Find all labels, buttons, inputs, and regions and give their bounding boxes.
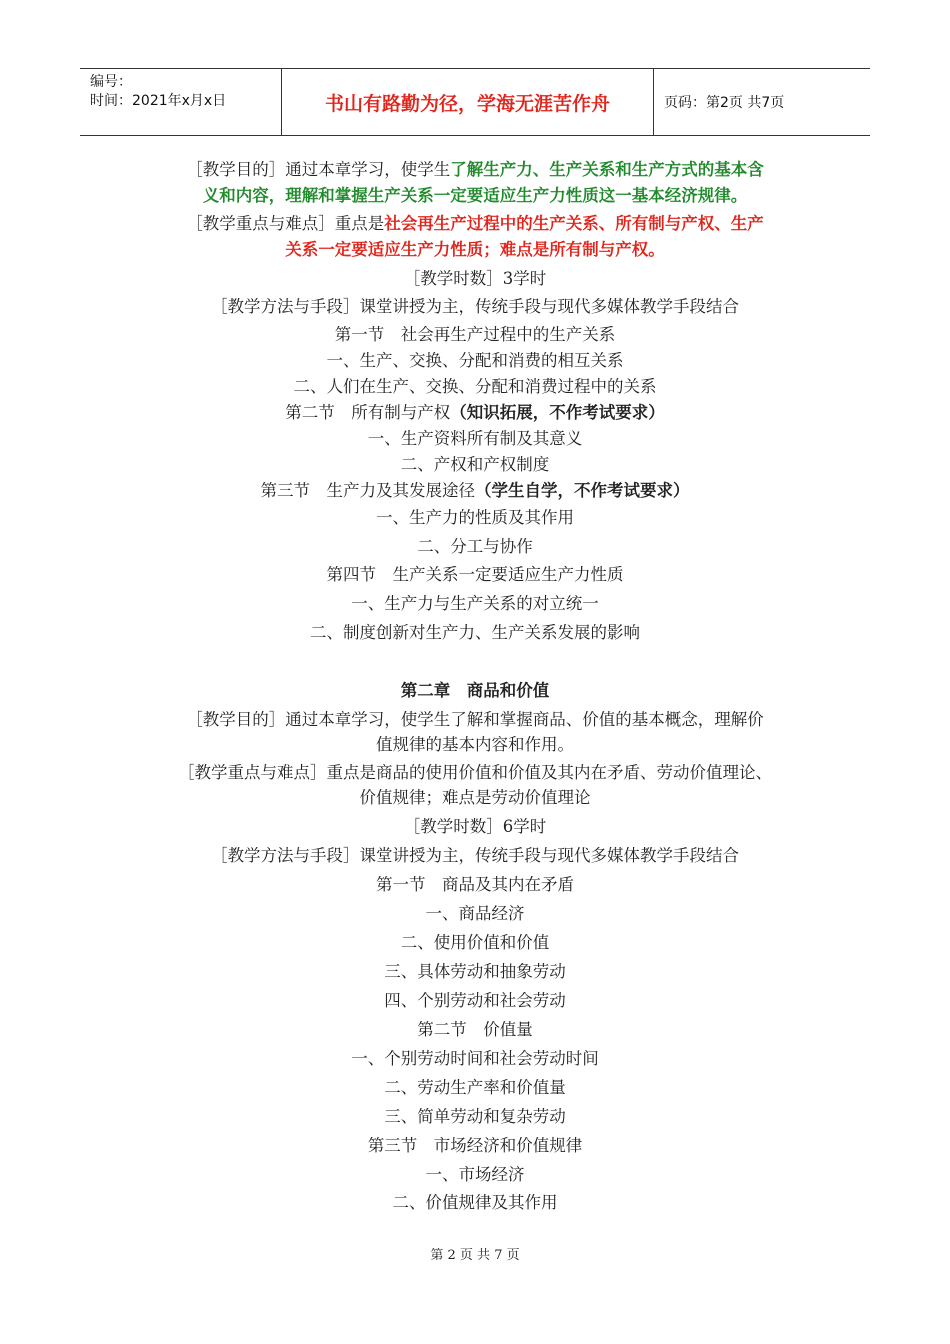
ch1-section-2-title: 第二节 所有制与产权: [285, 403, 451, 422]
ch2-section-1-item-3: 三、具体劳动和抽象劳动: [384, 962, 566, 981]
ch1-focus-highlight-2: 关系一定要适应生产力性质；难点是所有制与产权。: [285, 240, 665, 259]
ch2-method: ［教学方法与手段］课堂讲授为主，传统手段与现代多媒体教学手段结合: [211, 846, 739, 865]
ch1-section-1-item-1: 一、生产、交换、分配和消费的相互关系: [326, 351, 624, 370]
ch1-section-2-note: （知识拓展，不作考试要求）: [450, 403, 665, 422]
ch1-section-3-item-2: 二、分工与协作: [417, 537, 533, 556]
page-footer: 第 2 页 共 7 页: [430, 1248, 520, 1263]
ch1-focus-highlight-1: 社会再生产过程中的生产关系、所有制与产权、生产: [384, 214, 764, 233]
ch2-focus-line-2: 价值规律；难点是劳动价值理论: [359, 788, 591, 807]
ch1-section-1-title: 第一节 社会再生产过程中的生产关系: [334, 325, 616, 344]
header-motto: 书山有路勤为径，学海无涯苦作舟: [282, 69, 654, 135]
ch1-section-3-title-line: [0, 479, 950, 503]
ch2-section-2-item-1: 一、个别劳动时间和社会劳动时间: [351, 1049, 599, 1068]
ch2-section-1-title: 第一节 商品及其内在矛盾: [376, 875, 574, 894]
ch1-purpose-highlight-2: 义和内容，理解和掌握生产关系一定要适应生产力性质这一基本经济规律。: [202, 186, 748, 205]
ch1-section-2-item-2: 二、产权和产权制度: [400, 455, 550, 474]
number-label: 编号：: [90, 74, 132, 90]
page-header: [80, 68, 870, 136]
ch1-section-2-item-1: 一、生产资料所有制及其意义: [367, 429, 583, 448]
ch1-purpose-highlight-1: 了解生产力、生产关系和生产方式的基本含: [450, 160, 764, 179]
header-meta: [80, 69, 282, 135]
ch2-section-2-item-3: 三、简单劳动和复杂劳动: [384, 1107, 566, 1126]
ch1-section-3-note: （学生自学，不作考试要求）: [475, 481, 690, 500]
ch2-focus-line-1: ［教学重点与难点］重点是商品的使用价值和价值及其内在矛盾、劳动价值理论、: [178, 763, 772, 782]
ch2-hours: ［教学时数］6学时: [403, 817, 547, 836]
ch1-section-1-item-2: 二、人们在生产、交换、分配和消费过程中的关系: [293, 377, 657, 396]
header-page-label: 页码：第2页 共7页: [664, 95, 785, 111]
ch2-section-3-title: 第三节 市场经济和价值规律: [367, 1136, 583, 1155]
ch2-section-2-title: 第二节 价值量: [417, 1020, 533, 1039]
ch2-section-1-item-4: 四、个别劳动和社会劳动: [384, 991, 566, 1010]
time-label: 时间：2021年x月x日: [90, 93, 227, 109]
ch1-focus-prefix: ［教学重点与难点］重点是: [186, 214, 385, 233]
ch2-section-1-item-1: 一、商品经济: [425, 904, 525, 923]
ch2-title: 第二章 商品和价值: [400, 681, 550, 700]
ch1-purpose-prefix: ［教学目的］通过本章学习，使学生: [186, 160, 451, 179]
ch2-section-2-item-2: 二、劳动生产率和价值量: [384, 1078, 566, 1097]
ch1-focus-line-1: [0, 212, 950, 236]
ch2-section-3-item-2: 二、价值规律及其作用: [392, 1193, 558, 1212]
ch1-section-2-title-line: [0, 401, 950, 425]
ch1-method: ［教学方法与手段］课堂讲授为主，传统手段与现代多媒体教学手段结合: [211, 297, 739, 316]
ch1-section-4-item-1: 一、生产力与生产关系的对立统一: [351, 594, 599, 613]
ch1-hours: ［教学时数］3学时: [403, 269, 547, 288]
ch1-purpose-line-1: [0, 158, 950, 182]
ch1-section-4-title: 第四节 生产关系一定要适应生产力性质: [326, 565, 624, 584]
ch1-section-3-title: 第三节 生产力及其发展途径: [260, 481, 475, 500]
ch1-section-3-item-1: 一、生产力的性质及其作用: [376, 508, 574, 527]
ch2-section-3-item-1: 一、市场经济: [425, 1165, 525, 1184]
ch1-section-4-item-2: 二、制度创新对生产力、生产关系发展的影响: [310, 623, 640, 642]
ch2-section-1-item-2: 二、使用价值和价值: [400, 933, 550, 952]
ch2-purpose-line-1: ［教学目的］通过本章学习，使学生了解和掌握商品、价值的基本概念，理解价: [186, 710, 764, 729]
ch2-purpose-line-2: 值规律的基本内容和作用。: [376, 735, 574, 754]
